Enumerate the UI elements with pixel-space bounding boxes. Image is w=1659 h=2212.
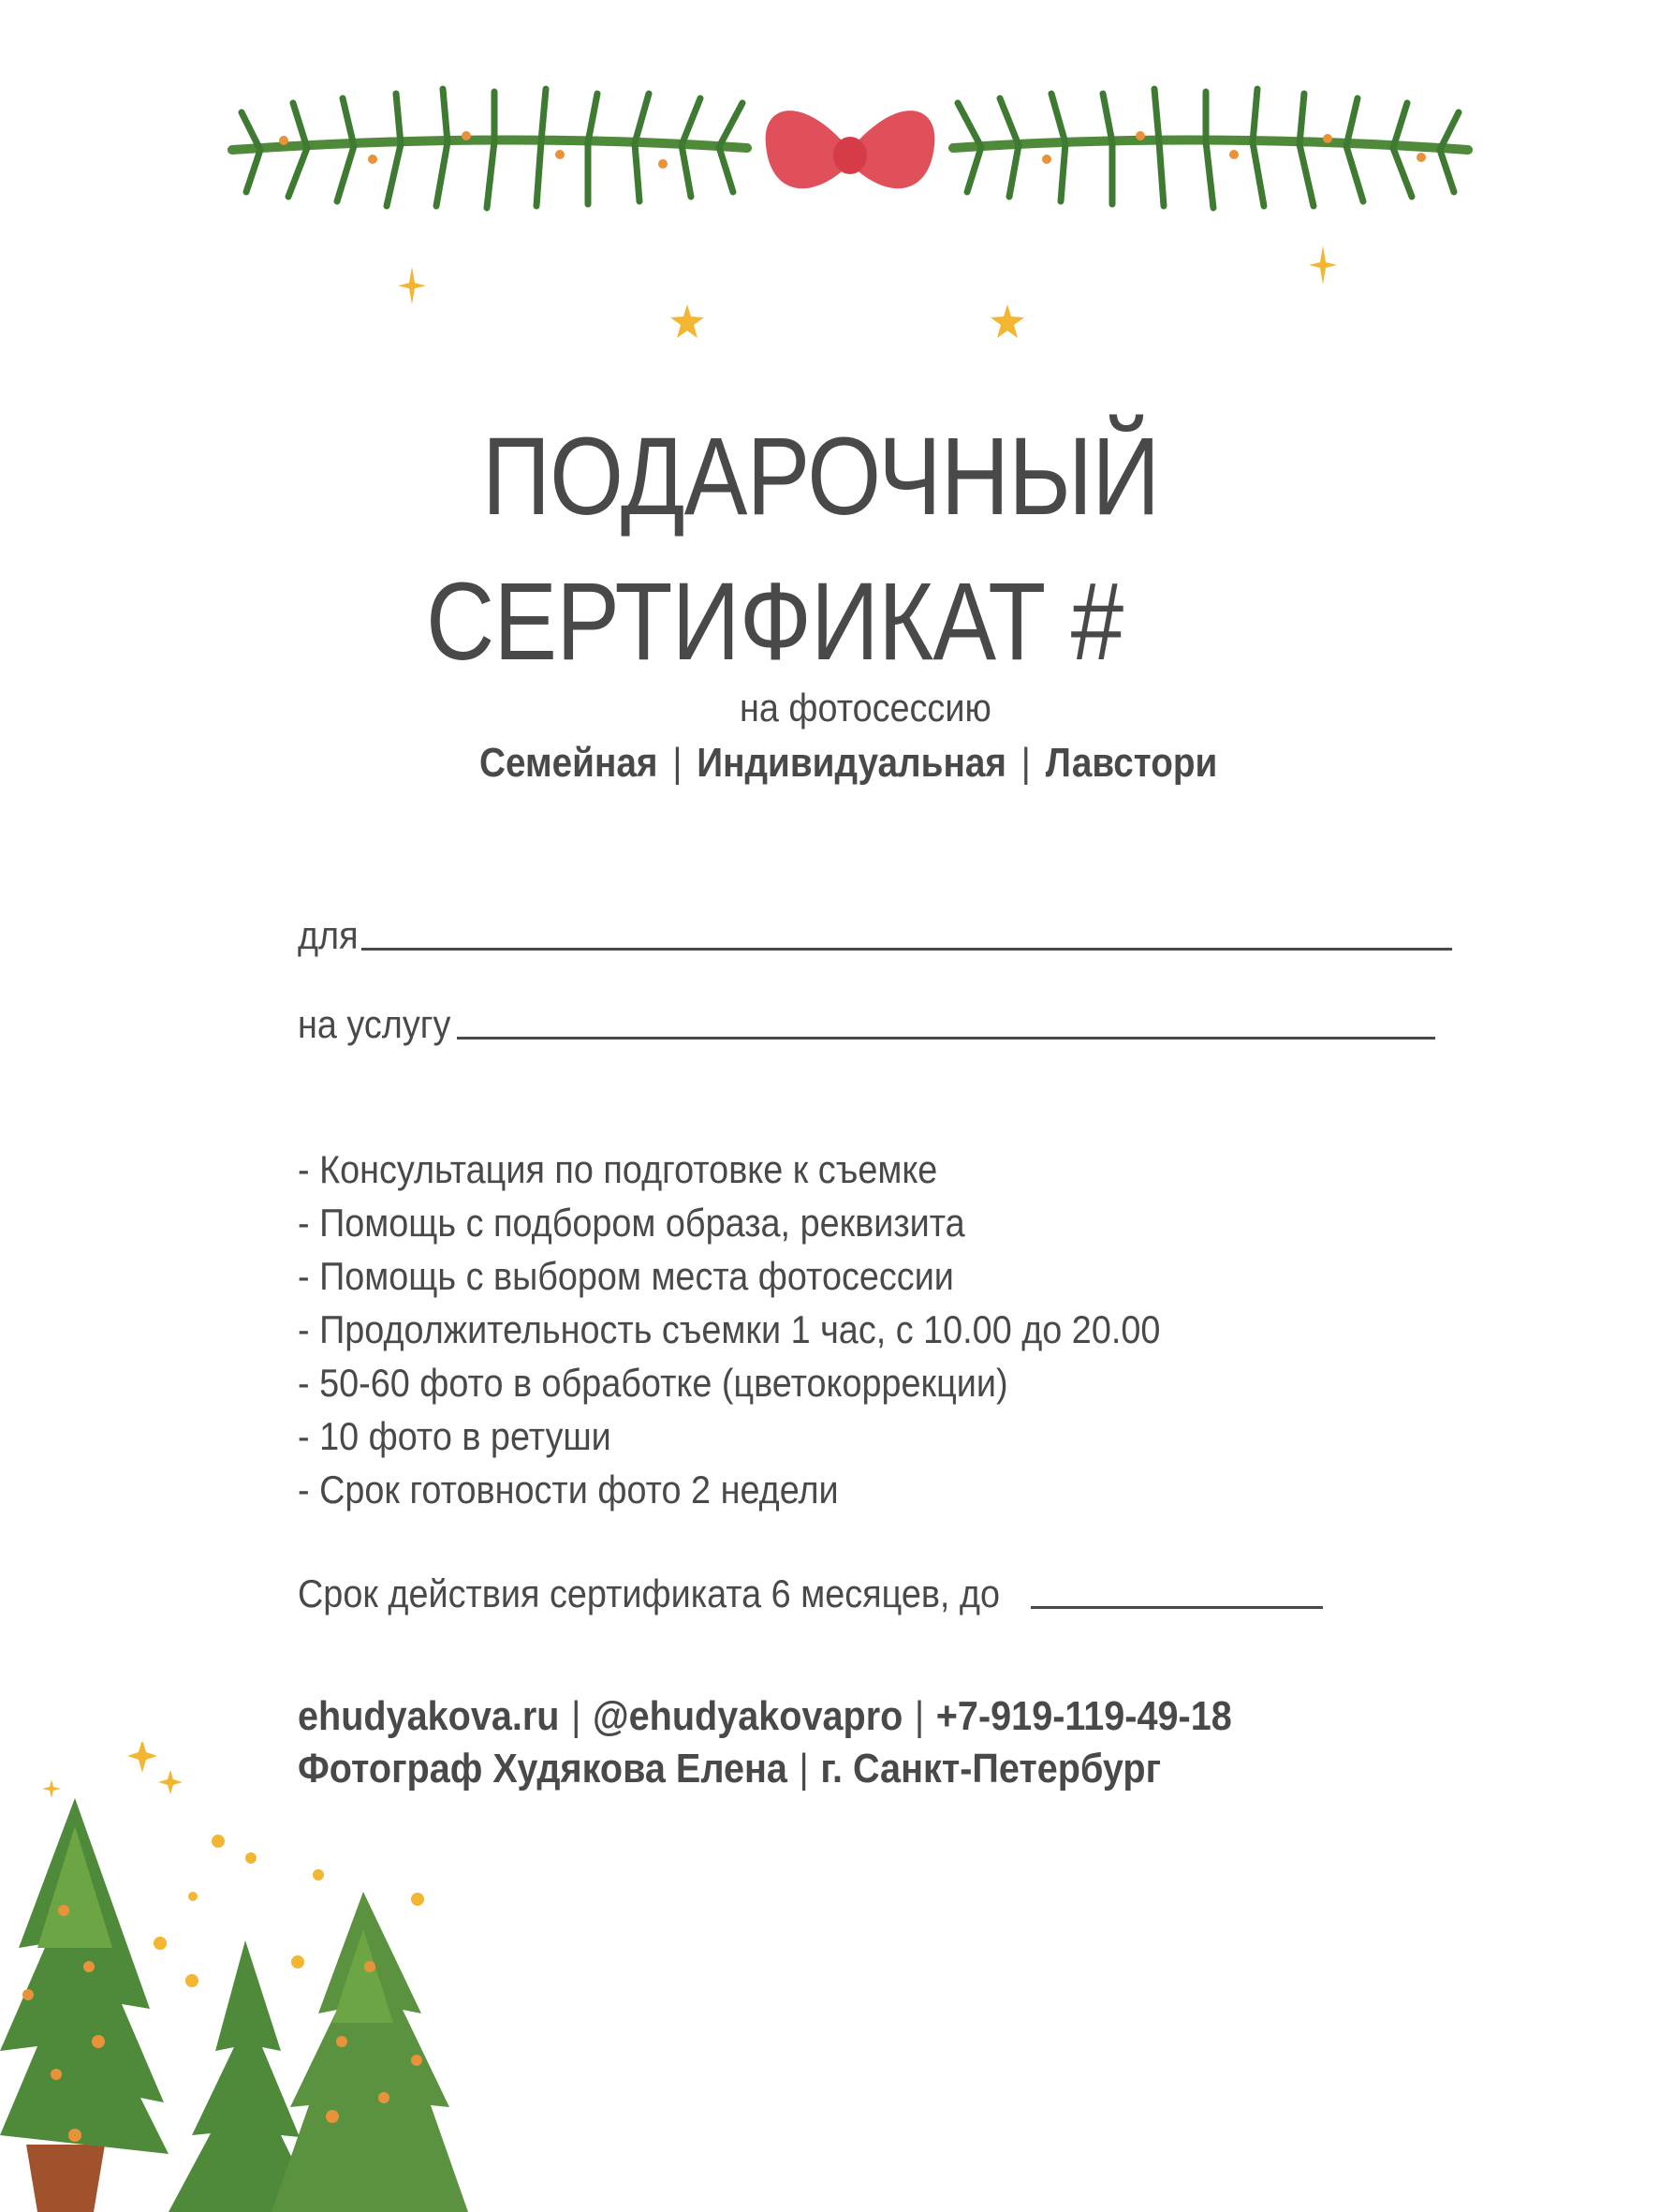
- recipient-label: для: [298, 913, 359, 957]
- list-item: - Срок готовности фото 2 недели: [298, 1467, 839, 1512]
- website-link[interactable]: ehudyakova.ru: [298, 1693, 560, 1739]
- includes-list: [298, 1143, 1160, 1516]
- pine-garland-icon: [223, 75, 1477, 243]
- separator: |: [914, 1693, 925, 1739]
- list-item: - Консультация по подготовке к съемке: [298, 1147, 938, 1191]
- validity-date-line[interactable]: [1031, 1606, 1323, 1609]
- star-icon: [991, 304, 1024, 338]
- certificate-subtitle: на фотосессию: [740, 686, 991, 730]
- recipient-field-line[interactable]: [361, 948, 1452, 951]
- list-item: - Продолжительность съемки 1 час, с 10.00 до 20.00: [298, 1307, 1161, 1351]
- photographer-name: Фотограф Худякова Елена: [298, 1746, 787, 1792]
- recipient-field-row: [298, 913, 1452, 958]
- separator: |: [571, 1693, 581, 1739]
- contacts-line1: [298, 1693, 1232, 1740]
- validity-label: Срок действия сертификата 6 месяцев, до: [298, 1571, 1001, 1615]
- session-type-individual: Индивидуальная: [697, 740, 1006, 786]
- city: г. Санкт-Петербург: [820, 1746, 1162, 1792]
- validity-row: [298, 1571, 1323, 1616]
- list-item: - 50-60 фото в обработке (цветокоррекции): [298, 1361, 1008, 1405]
- session-type-family: Семейная: [479, 740, 658, 786]
- service-label: на услугу: [298, 1002, 451, 1046]
- phone-number[interactable]: +7-919-119-49-18: [935, 1693, 1232, 1739]
- list-item: - Помощь с подбором образа, реквизита: [298, 1201, 965, 1245]
- christmas-trees-icon: [0, 1742, 749, 2212]
- certificate-title-line1: ПОДАРОЧНЫЙ: [482, 415, 1160, 538]
- star-icon: [398, 267, 426, 304]
- red-bow-icon: [766, 111, 935, 188]
- session-types: [479, 740, 1217, 787]
- certificate-title-line2: СЕРТИФИКАТ #: [426, 560, 1123, 684]
- session-type-lovestory: Лавстори: [1045, 740, 1218, 786]
- list-item: - Помощь с выбором места фотосессии: [298, 1254, 954, 1298]
- separator: |: [1020, 740, 1031, 786]
- list-item: - 10 фото в ретуши: [298, 1414, 611, 1458]
- service-field-row: [298, 1002, 1435, 1047]
- star-icon: [670, 304, 704, 338]
- star-icon: [1309, 245, 1337, 285]
- separator: |: [799, 1746, 809, 1792]
- instagram-handle[interactable]: @ehudyakovapro: [593, 1693, 903, 1739]
- separator: |: [672, 740, 683, 786]
- service-field-line[interactable]: [457, 1037, 1435, 1040]
